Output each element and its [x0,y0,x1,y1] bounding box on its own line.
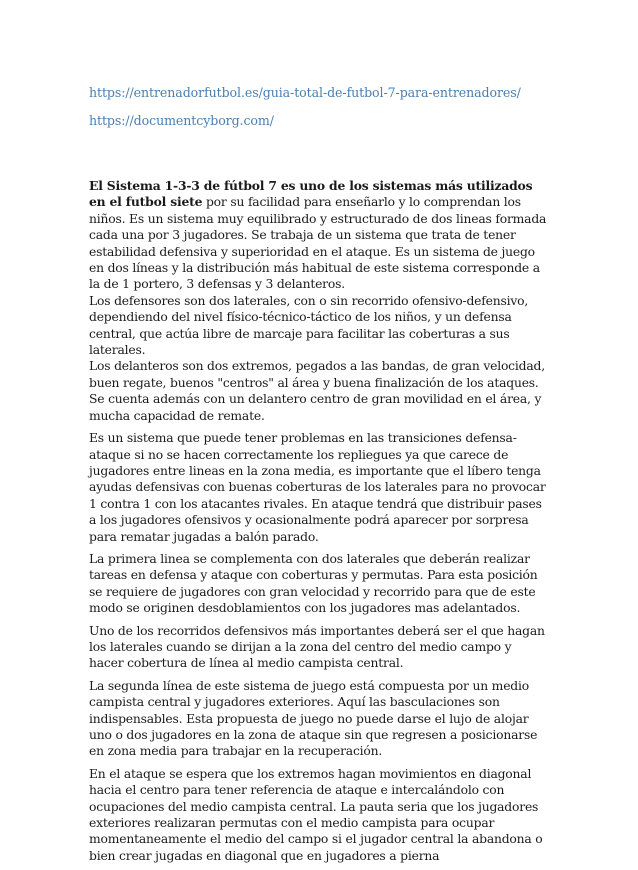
intro-bold-lead: El Sistema 1-3-3 de fútbol 7 es uno de los sistemas más utilizados en el futbol siete [89,178,533,210]
defenders-text: Los defensores son dos laterales, con o sin recorrido ofensivo-defensivo, dependiendo del nivel físico-técnico-táctico de los niños, y un defensa central, que actúa libre de marcaje para facilitar las coberturas a sus laterales. [89,293,529,358]
article-body [89,178,549,870]
reference-links [89,84,559,140]
link-documentcyborg[interactable]: https://documentcyborg.com/ [89,113,274,128]
paragraph-attack: En el ataque se espera que los extremos hagan movimientos en diagonal hacia el centro para tener referencia de ataque e intercalándolo con ocupaciones del medio campista central. La pauta seria que los jugadores exteriores realizaran permutas con el medio campista para ocupar momentaneamente el medio del campo si el jugador central la abandona o bien crear jugadas en diagonal que en jugadores a pierna [89,766,543,863]
intro-paragraph [89,178,549,424]
forwards-text: Los delanteros son dos extremos, pegados a las bandas, de gran velocidad, buen regate, buenos "centros" al área y buena finalización de los ataques. Se cuenta además con un delantero centro de gran movilidad en el área, y mucha capacidad de remate. [89,359,545,423]
intro-text: por su facilidad para enseñarlo y lo comprendan los niños. Es un sistema muy equilibrado y estructurado de dos lineas formada cada una por 3 jugadores. Se trabaja de un sistema que trata de tener estabilidad defensiva y superioridad en el ataque. Es un sistema de juego en dos líneas y la distribución más habitual de este sistema corresponde a la de 1 portero, 3 defensas y 3 delanteros. [89,195,547,292]
paragraph-second-line: La segunda línea de este sistema de juego está compuesta por un medio campista central y jugadores exteriores. Aquí las basculaciones son indispensables. Esta propuesta de juego no puede darse el lujo de alojar uno o dos jugadores en la zona de ataque sin que regresen a posicionarse en zona media para trabajar en la recuperación. [89,678,538,759]
link-entrenadorfutbol[interactable]: https://entrenadorfutbol.es/guia-total-de-futbol-7-para-entrenadores/ [89,85,521,100]
paragraph-defensive-runs: Uno de los recorridos defensivos más importantes deberá ser el que hagan los laterales cuando se dirijan a la zona del centro del medio campo y hacer cobertura de línea al medio campista central. [89,623,545,671]
paragraph-transitions: Es un sistema que puede tener problemas en las transiciones defensa-ataque si no se hacen correctamente los repliegues ya que carece de jugadores entre lineas en la zona media, es importante que el líbero tenga ayudas defensivas con buenas coberturas de los laterales para no provocar 1 contra 1 con los atacantes rivales. En ataque tendrá que distribuir pases a los jugadores ofensivos y ocasionalmente podrá aparecer por sorpresa para rematar jugadas a balón parado. [89,431,546,544]
paragraph-first-line: La primera linea se complementa con dos laterales que deberán realizar tareas en defensa y ataque con coberturas y permutas. Para esta posición se requiere de jugadores con gran velocidad y recorrido para que de este modo se originen desdoblamientos con los jugadores mas adelantados. [89,551,538,616]
